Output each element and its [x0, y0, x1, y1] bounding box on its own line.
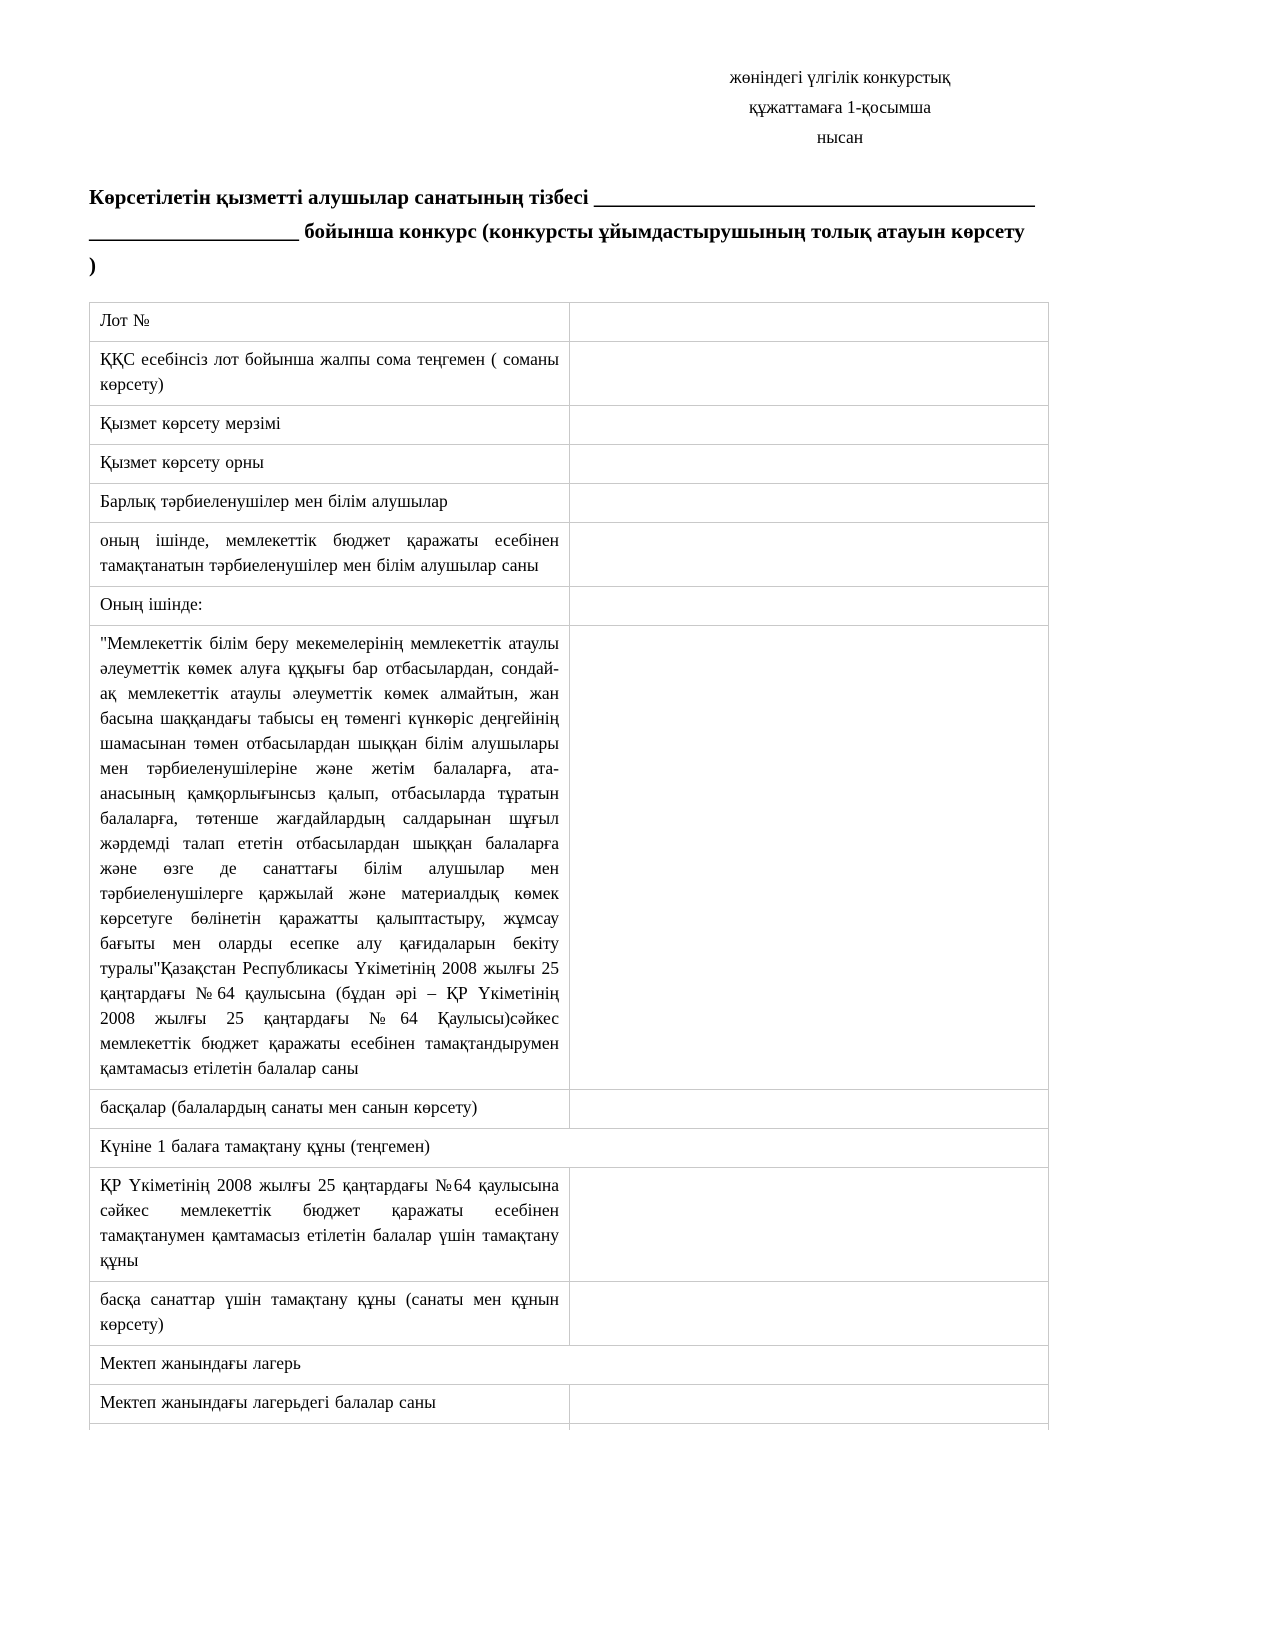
row-value-cell	[570, 1385, 1049, 1424]
row-value-cell	[570, 587, 1049, 626]
page-title-line3: )	[89, 253, 96, 277]
row-label-cell: Оның ішінде:	[90, 587, 570, 626]
row-value-cell	[570, 1282, 1049, 1346]
row-value-cell	[570, 626, 1049, 1090]
table-row	[90, 1346, 1049, 1385]
row-value-cell	[570, 303, 1049, 342]
row-value-cell	[570, 1424, 1049, 1431]
row-value-cell	[570, 342, 1049, 406]
form-table-body	[90, 303, 1049, 1431]
row-label-cell	[90, 1424, 570, 1431]
table-row	[90, 1090, 1049, 1129]
page-title	[89, 180, 1215, 282]
table-row	[90, 1168, 1049, 1282]
row-label-cell: Қызмет көрсету орны	[90, 445, 570, 484]
page-title-line1: Көрсетілетін қызметті алушылар санатының тізбесі __________________________________________	[89, 185, 1035, 209]
table-row	[90, 1385, 1049, 1424]
row-value-cell	[570, 445, 1049, 484]
row-label-cell: Лот №	[90, 303, 570, 342]
table-row	[90, 1282, 1049, 1346]
table-row	[90, 342, 1049, 406]
row-label-cell: ҚР Үкіметінің 2008 жылғы 25 қаңтардағы №64 қаулысына сәйкес мемлекеттік бюджет қаражаты есебінен тамақтанумен қамтамасыз етілетін балалар үшін тамақтану құны	[90, 1168, 570, 1282]
row-label-cell: Мектеп жанындағы лагерьдегі балалар саны	[90, 1385, 570, 1424]
table-row	[90, 445, 1049, 484]
table-row	[90, 587, 1049, 626]
page-title-line2: ____________________ бойынша конкурс (конкурсты ұйымдастырушының толық атауын көрсету	[89, 219, 1025, 243]
row-value-cell	[570, 484, 1049, 523]
row-label-cell: Күніне 1 балаға тамақтану құны (теңгемен)	[90, 1129, 1049, 1168]
row-value-cell	[570, 523, 1049, 587]
row-label-cell: оның ішінде, мемлекеттік бюджет қаражаты есебінен тамақтанатын тәрбиеленушілер мен білім алушылар саны	[90, 523, 570, 587]
row-value-cell	[570, 1168, 1049, 1282]
row-value-cell	[570, 1090, 1049, 1129]
row-label-cell: Барлық тәрбиеленушілер мен білім алушылар	[90, 484, 570, 523]
table-row	[90, 1424, 1049, 1431]
row-label-cell: Қызмет көрсету мерзімі	[90, 406, 570, 445]
appendix-note-line2: құжаттамаға 1-қосымша	[748, 97, 932, 117]
row-label-cell: басқа санаттар үшін тамақтану құны (санаты мен құнын көрсету)	[90, 1282, 570, 1346]
appendix-note	[630, 62, 1050, 152]
table-row	[90, 303, 1049, 342]
lot-info-table	[89, 302, 1049, 1430]
appendix-note-line1: жөніндегі үлгілік конкурстық	[729, 67, 951, 87]
table-row	[90, 626, 1049, 1090]
row-value-cell	[570, 406, 1049, 445]
appendix-note-line3: нысан	[816, 127, 864, 147]
table-row	[90, 1129, 1049, 1168]
table-row	[90, 523, 1049, 587]
row-label-cell: басқалар (балалардың санаты мен санын көрсету)	[90, 1090, 570, 1129]
table-row	[90, 406, 1049, 445]
table-row	[90, 484, 1049, 523]
row-label-cell: Мектеп жанындағы лагерь	[90, 1346, 1049, 1385]
row-label-cell: "Мемлекеттік білім беру мекемелерінің мемлекеттік атаулы әлеуметтік көмек алуға құқығы бар отбасылардан, сондай-ақ мемлекеттік атаулы әлеуметтік көмек алмайтын, жан басына шаққандағы табысы ең төменгі күнкөріс деңгейінің шамасынан төмен отбасылардан шыққан білім алушылары мен тәрбиеленушілеріне және жетім балаларға, ата-анасының қамқорлығынсыз қалып, отбасыларда тұратын балаларға, төтенше жағдайлардың салдарынан шұғыл жәрдемді талап ететін отбасылардан шыққан балаларға және өзге де санаттағы білім алушылар мен тәрбиеленушілерге қаржылай және материалдық көмек көрсетуге бөлінетін қаражатты қалыптастыру, жұмсау бағыты мен оларды есепке алу қағидаларын бекіту туралы"Қазақстан Республикасы Үкіметінің 2008 жылғы 25 қаңтардағы №64 қаулысына (бұдан әрі – ҚР Үкіметінің 2008 жылғы 25 қаңтардағы №64 Қаулысы)сәйкес мемлекеттік бюджет қаражаты есебінен тамақтандырумен қамтамасыз етілетін балалар саны	[90, 626, 570, 1090]
row-label-cell: ҚҚС есебінсіз лот бойынша жалпы сома теңгемен ( соманы көрсету)	[90, 342, 570, 406]
